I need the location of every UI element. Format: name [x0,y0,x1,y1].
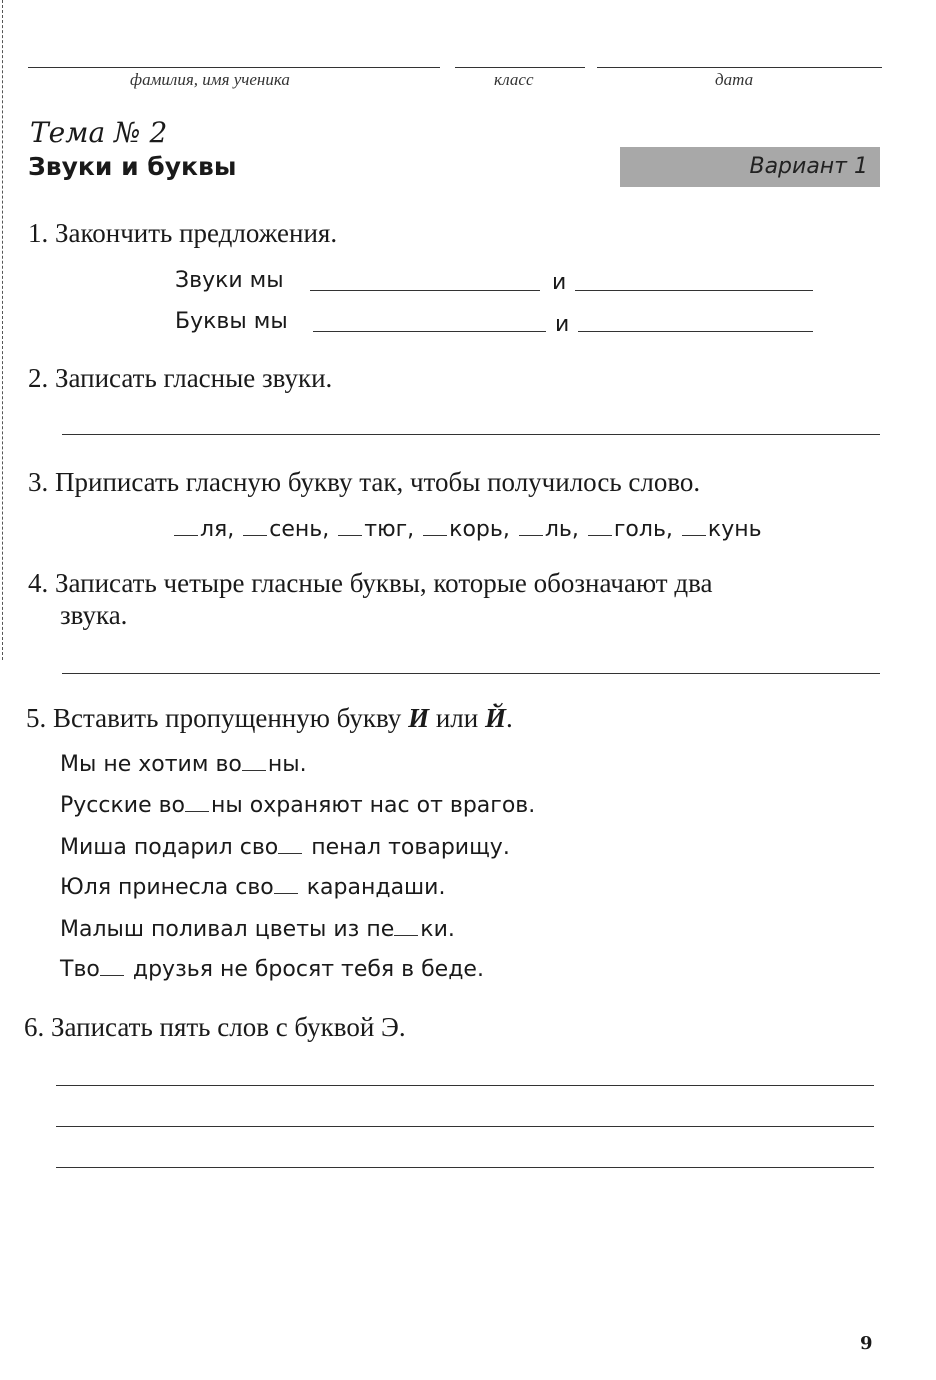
class-label: класс [494,70,534,89]
blank[interactable] [423,517,447,536]
q5-text: или [429,703,485,733]
q1-conj: и [555,312,570,337]
topic-title: Звуки и буквы [28,152,237,181]
page-number: 9 [860,1333,873,1354]
blank[interactable] [682,517,706,536]
sentence: Русские во ны охраняют нас от врагов. [60,793,536,818]
q1-answer-line[interactable] [578,331,813,332]
blank[interactable] [394,917,418,936]
question-2: 2. Записать гласные звуки. [28,363,333,393]
q1-conj: и [552,270,567,295]
blank[interactable] [185,793,209,812]
q1-answer-line[interactable] [575,290,813,291]
sentence: Малыш поливал цветы из пе ки. [60,917,455,942]
q5-text: . [505,703,513,733]
class-field-line[interactable] [455,67,585,68]
q1-answer-line[interactable] [310,290,540,291]
blank[interactable] [278,835,302,854]
q2-answer-line[interactable] [62,434,880,435]
question-4-line1: 4. Записать четыре гласные буквы, которые обозначают два [28,568,713,598]
word: голь, [613,517,673,542]
q1-line1-start: Звуки мы [175,268,284,293]
question-1: 1. Закончить предложения. [28,218,338,248]
topic-number: Тема № 2 [30,116,168,149]
blank[interactable] [174,517,198,536]
page-margin-edge [2,0,3,660]
question-3: 3. Приписать гласную букву так, чтобы получилось слово. [28,467,701,497]
q3-words [174,517,762,542]
q6-answer-line[interactable] [56,1085,874,1086]
blank[interactable] [243,517,267,536]
word: кунь [707,517,762,542]
q6-answer-line[interactable] [56,1126,874,1127]
name-label: фамилия, имя ученика [130,70,290,89]
q1-line2-start: Буквы мы [175,309,288,334]
sentence: Миша подарил сво пенал товарищу. [60,835,510,860]
letter-i: И [408,703,430,733]
blank[interactable] [242,752,266,771]
variant-badge [620,147,880,187]
q5-text: 5. Вставить пропущенную букву [26,703,409,733]
q1-answer-line[interactable] [313,331,546,332]
sentence: Тво друзья не бросят тебя в беде. [60,957,484,982]
question-6: 6. Записать пять слов с буквой Э. [24,1012,406,1042]
sentence: Юля принесла сво карандаши. [60,875,446,900]
letter-short-i: Й [484,703,506,733]
q6-answer-line[interactable] [56,1167,874,1168]
date-label: дата [715,70,754,89]
blank[interactable] [519,517,543,536]
question-4-line2: звука. [60,600,128,630]
question-5 [26,703,513,734]
word: ль, [544,517,579,542]
variant-label: Вариант 1 [749,154,868,179]
word: тюг, [364,517,415,542]
name-field-line[interactable] [28,67,440,68]
word: ля, [200,517,235,542]
q4-answer-line[interactable] [62,673,880,674]
blank[interactable] [588,517,612,536]
word: корь, [449,517,510,542]
date-field-line[interactable] [597,67,882,68]
word: сень, [269,517,330,542]
blank[interactable] [274,875,298,894]
sentence: Мы не хотим во ны. [60,752,307,777]
blank[interactable] [100,957,124,976]
blank[interactable] [338,517,362,536]
